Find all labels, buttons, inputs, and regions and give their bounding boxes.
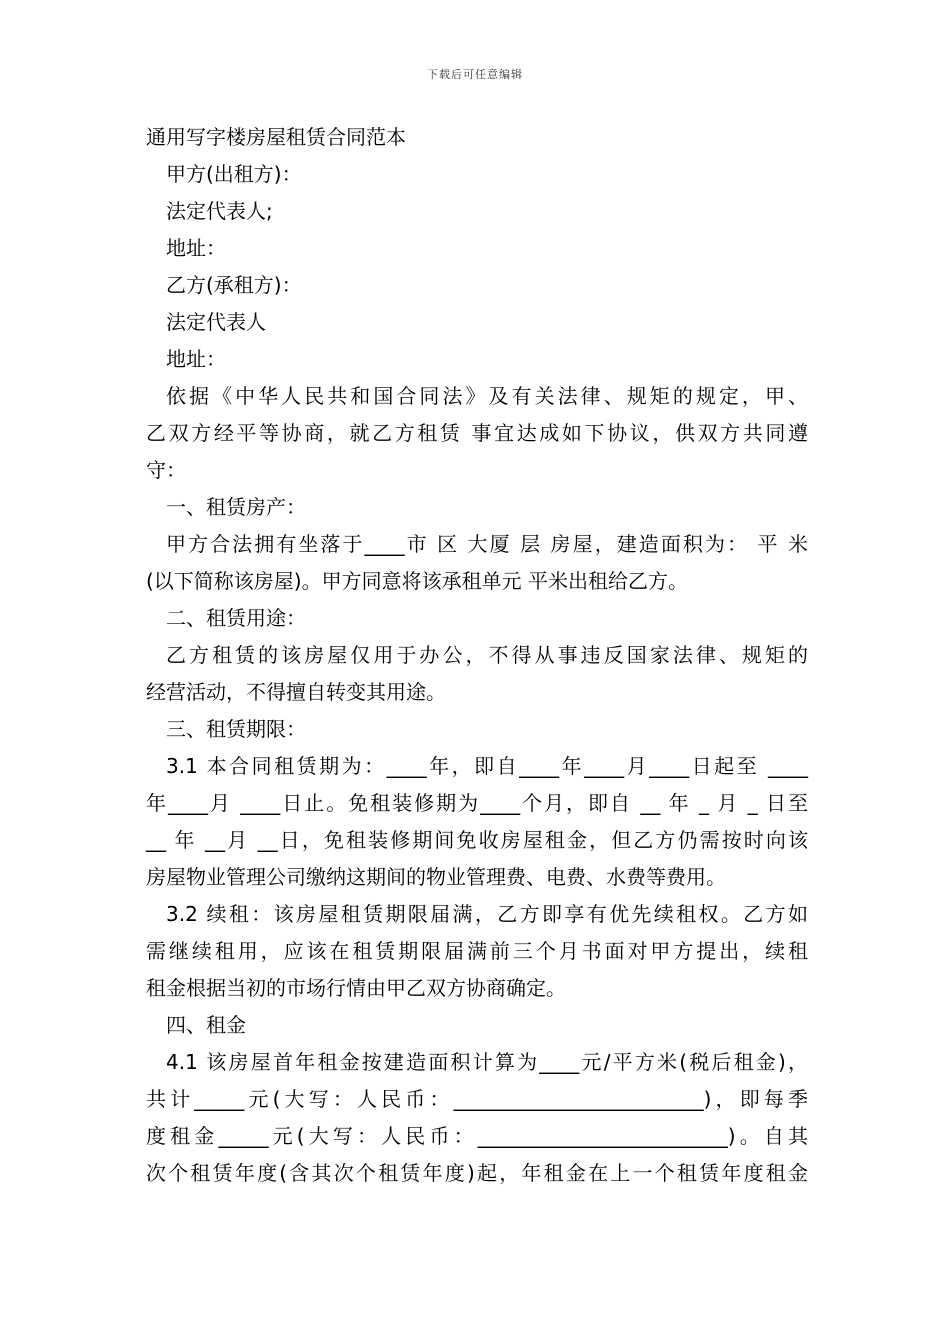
text-line: 守：	[146, 458, 186, 482]
text-line: 3.1 本合同租赁期为：____年，即自____年____月____日起至 ____	[166, 754, 808, 778]
text-line: 甲方合法拥有坐落于____市 区 大厦 层 房屋，建造面积为： 平 米	[166, 532, 808, 556]
text-line: 二、租赁用途：	[166, 606, 306, 630]
text-line: 租金根据当初的市场行情由甲乙双方协商确定。	[146, 976, 566, 1000]
text-line: 四、租金	[166, 1013, 246, 1037]
text-line: 共计_____元(大写：人民币：_________________________)，即每季	[146, 1087, 808, 1111]
text-line: 乙方租赁的该房屋仅用于办公，不得从事违反国家法律、规矩的	[166, 643, 808, 667]
text-line: 房屋物业管理公司缴纳这期间的物业管理费、电费、水费等费用。	[146, 865, 726, 889]
contract-document	[146, 119, 808, 1192]
text-line: 乙双方经平等协商，就乙方租赁 事宜达成如下协议，供双方共同遵	[146, 421, 808, 445]
text-line: 年____月 ____日止。免租装修期为____个月，即自 __ 年 _ 月 _ 日至	[146, 791, 808, 815]
text-line: 3.2 续租：该房屋租赁期限届满，乙方即享有优先续租权。乙方如	[166, 902, 808, 926]
text-line: 需继续租用，应该在租赁期限届满前三个月书面对甲方提出，续租	[146, 939, 808, 963]
text-line: 乙方(承租方)：	[166, 273, 302, 297]
text-line: 甲方(出租方)：	[166, 162, 302, 186]
text-line: 4.1 该房屋首年租金按建造面积计算为____元/平方米(税后租金)，	[166, 1050, 808, 1074]
text-line: 次个租赁年度(含其次个租赁年度)起，年租金在上一个租赁年度租金	[146, 1161, 808, 1185]
text-line: 依据《中华人民共和国合同法》及有关法律、规矩的规定，甲、	[166, 384, 808, 408]
text-line: 度租金_____元(大写：人民币：_________________________)。自其	[146, 1124, 808, 1148]
text-line: 一、租赁房产：	[166, 495, 306, 519]
document-body	[146, 156, 808, 1192]
text-line: __ 年 __月 __日，免租装修期间免收房屋租金，但乙方仍需按时向该	[146, 828, 808, 852]
text-line: 法定代表人;	[166, 199, 273, 223]
header-note: 下载后可任意编辑	[427, 68, 523, 81]
document-title: 通用写字楼房屋租赁合同范本	[146, 125, 406, 149]
text-line: 三、租赁期限：	[166, 717, 306, 741]
text-line: 地址：	[166, 236, 226, 260]
text-line: (以下简称该房屋)。甲方同意将该承租单元 平米出租给乙方。	[146, 569, 688, 593]
text-line: 经营活动，不得擅自转变其用途。	[146, 680, 446, 704]
text-line: 法定代表人	[166, 310, 266, 334]
text-line: 地址：	[166, 347, 226, 371]
